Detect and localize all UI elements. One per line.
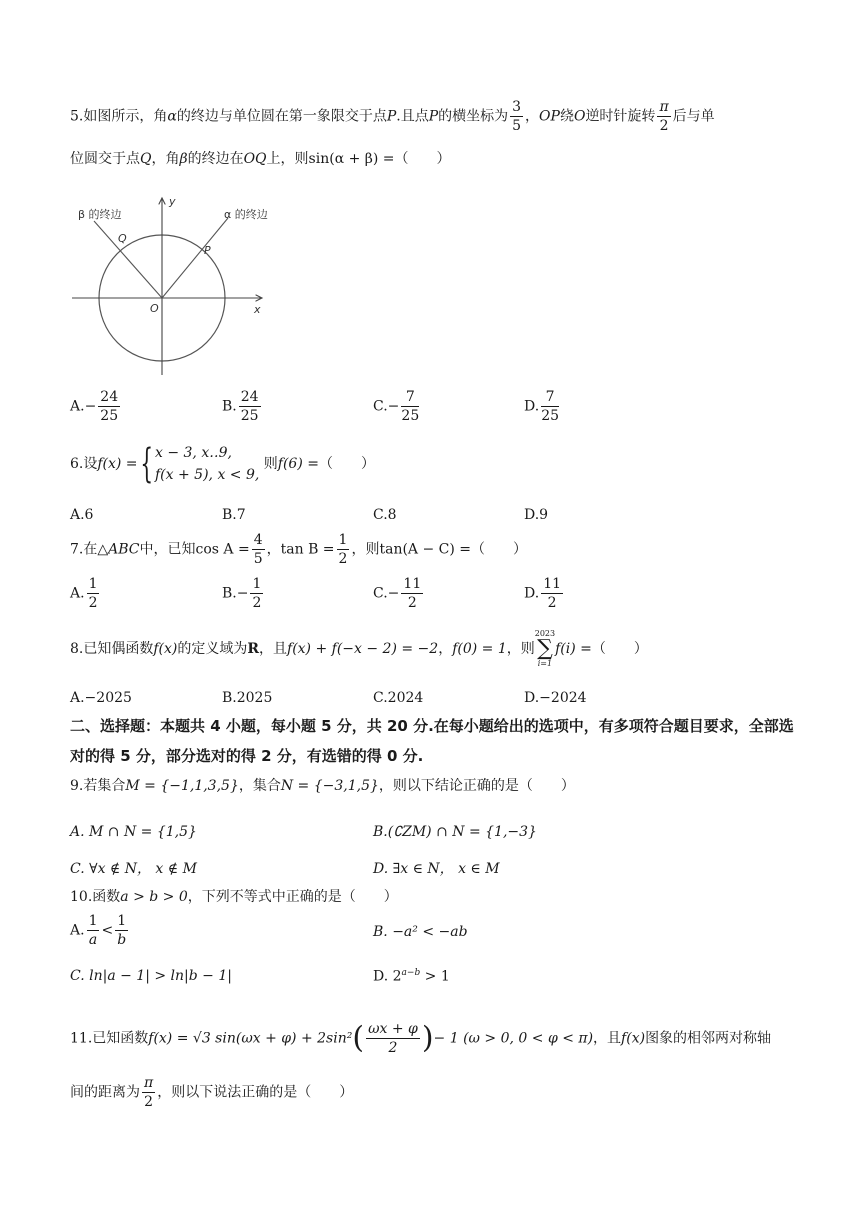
q8-summation: 2023 ∑ i=1 (534, 629, 556, 668)
q7-option-d[interactable]: D. $\frac{11}{2}$ (524, 576, 562, 611)
q5-text: 5.如图所示，角 (70, 108, 168, 125)
q7-option-b[interactable]: B.− $\frac{1}{2}$ (222, 576, 262, 611)
q5-option-c[interactable]: C.− $\frac{7}{25}$ (373, 389, 420, 424)
q10-text: 10.函数 (70, 889, 121, 905)
q5-text: ， (525, 108, 540, 125)
q10-option-b[interactable]: B. −a² < −ab (373, 924, 468, 940)
q11-fraction: $\frac{\omega x + \varphi}{2}$ (368, 1021, 418, 1056)
q8-equation-2: f(0) = 1 (452, 641, 507, 657)
q11-fx: f(x) (621, 1030, 646, 1047)
q8-text: ，且 (259, 641, 288, 657)
q5-op: OP (539, 108, 560, 125)
q6-text: 6.设 (70, 456, 98, 472)
q11-function: f(x) = √3 sin(ωx + φ) + 2sin² (148, 1030, 353, 1047)
q9-text: ，集合 (238, 778, 281, 794)
q7-answer-paren: （ ） (471, 541, 528, 558)
q5-text: 上，则 (266, 151, 309, 167)
q5-line1 (70, 100, 715, 133)
q11-line2 (70, 1076, 353, 1109)
q8-equation-1: f(x) + f(−x − 2) = −2 (287, 641, 439, 657)
q9-option-c[interactable]: C. ∀x ∉ N， x ∉ M (70, 861, 197, 877)
q7-text: 中，已知 (139, 541, 196, 558)
q7-text: 7.在 (70, 541, 98, 558)
q6-option-c[interactable]: C.8 (373, 507, 397, 523)
q6-fx: f(x) = (97, 456, 138, 472)
alpha-terminal-side (162, 218, 228, 298)
beta-terminal-side (94, 221, 162, 298)
q8-option-d[interactable]: D.−2024 (524, 690, 587, 706)
q5-text: ，角 (151, 151, 180, 167)
q8-answer-paren: （ ） (591, 641, 648, 657)
q9-set-n: N = {−3,1,5} (280, 778, 379, 794)
q5-option-b[interactable]: B. $\frac{24}{25}$ (222, 389, 259, 424)
q5-text: 位圆交于点 (70, 151, 140, 167)
beta-side-label: β 的终边 (78, 208, 122, 221)
q5-pi-fraction: $\frac{\pi}{2}$ (659, 99, 669, 134)
q5-oq: OQ (243, 151, 267, 167)
q9-set-m: M = {−1,1,3,5} (125, 778, 239, 794)
q6-line (70, 442, 375, 486)
q5-line2 (70, 152, 451, 166)
q5-text: 的终边与单位圆在第一象限交于点 (176, 108, 387, 125)
q9-option-d[interactable]: D. ∃x ∈ N， x ∈ M (373, 861, 500, 877)
x-axis-label: x (254, 303, 261, 316)
q8-fx: f(x) (153, 641, 178, 657)
q10-line (70, 890, 398, 904)
q5-alpha: α (167, 108, 177, 125)
unit-circle-figure (70, 190, 280, 380)
q6-brace: { (139, 441, 153, 487)
q9-text: ，则以下结论正确的是（ ） (378, 778, 575, 794)
q6-option-a[interactable]: A.6 (70, 507, 94, 523)
q10-text: ，下列不等式中正确的是（ ） (187, 889, 398, 905)
q8-text: 的定义域为 (177, 641, 248, 657)
q9-option-a[interactable]: A. M ∩ N = {1,5} (70, 824, 197, 840)
q10-option-d[interactable]: D. $2^{a-b} > 1$ (373, 968, 450, 985)
section-2-heading: 二、选择题：本题共 4 小题，每小题 5 分，共 20 分.在每小题给出的选项中，有多项符合题目要求，全部选对的得 5 分，部分选对的得 2 分，有选错的得 0 分. (70, 717, 794, 765)
q5-text: 的横坐标为 (438, 108, 509, 125)
q9-text: 9.若集合 (70, 778, 126, 794)
q5-fraction: $\frac{3}{5}$ (512, 99, 522, 134)
q10-option-c[interactable]: C. ln|a − 1| > ln|b − 1| (70, 968, 232, 984)
q6-option-d[interactable]: D.9 (524, 507, 549, 523)
origin-label: O (150, 302, 159, 315)
q5-text: 后与单 (672, 108, 715, 125)
q7-triangle: △ABC (97, 541, 140, 558)
q5-option-a[interactable]: A.− $\frac{24}{25}$ (70, 389, 119, 424)
q5-o: O (573, 108, 586, 125)
q8-text: ，则 (506, 641, 535, 657)
q7-text: ， (266, 541, 281, 558)
q7-option-a[interactable]: A. $\frac{1}{2}$ (70, 576, 98, 611)
q11-condition: − 1 (ω > 0, 0 < φ < π) (433, 1030, 594, 1047)
q7-text: ，则 (351, 541, 380, 558)
q11-text: 间的距离为 (70, 1084, 140, 1101)
q5-text: .且点 (396, 108, 429, 125)
q11-pi-fraction: $\frac{\pi}{2}$ (144, 1075, 154, 1110)
q5-point-p: P (428, 108, 439, 125)
q6-f6: f(6) = (277, 456, 319, 472)
q5-point-p: P (386, 108, 397, 125)
q11-line1: 11.已知函数f(x) = √3 sin(ωx + φ) + 2sin²( $\frac{\omega x + \varphi}{2}$ )− 1 (ω > 0, 0 < φ < π)，且f(x)图象的相邻两对称轴 (70, 1020, 772, 1056)
q6-cases: x − 3, x‥9, f(x + 5), x < 9, (155, 445, 260, 483)
q7-tan-ac: tan(A − C) = (379, 541, 472, 558)
q7-option-c[interactable]: C.− $\frac{11}{2}$ (373, 576, 422, 611)
q8-option-c[interactable]: C.2024 (373, 690, 424, 706)
q8-real-set: R (247, 641, 260, 657)
q11-text: ，且 (593, 1030, 622, 1047)
q10-condition: a > b > 0 (120, 889, 188, 905)
q11-text: 图象的相邻两对称轴 (645, 1030, 772, 1047)
q5-expression: sin(α + β) = (308, 151, 395, 167)
q7-tan-b: tan B = (280, 541, 335, 558)
q5-answer-paren: （ ） (394, 151, 451, 167)
q5-beta: β (179, 151, 188, 167)
q7-cos-a: cos A = (195, 541, 250, 558)
q5-text: 逆时针旋转 (585, 108, 656, 125)
q11-text: ，则以下说法正确的是（ ） (157, 1084, 354, 1101)
q6-option-b[interactable]: B.7 (222, 507, 246, 523)
q5-text: 的终边在 (187, 151, 244, 167)
q8-option-a[interactable]: A.−2025 (70, 690, 132, 706)
q8-text: 8.已知偶函数 (70, 641, 154, 657)
y-axis-label: y (169, 195, 176, 208)
q8-line (70, 630, 648, 668)
q6-answer-paren: （ ） (318, 456, 375, 472)
q10-option-a[interactable]: A. $\frac{1}{a}$ < $\frac{1}{b}$ (70, 913, 127, 948)
q7-cos-fraction: $\frac{4}{5}$ (253, 532, 263, 567)
q8-option-b[interactable]: B.2025 (222, 690, 273, 706)
q5-option-d[interactable]: D. $\frac{7}{25}$ (524, 389, 560, 424)
q7-tan-fraction: $\frac{1}{2}$ (338, 532, 348, 567)
q-point-label: Q (118, 232, 127, 245)
q11-text: 11.已知函数 (70, 1030, 149, 1047)
q9-line (70, 779, 575, 793)
q6-text: 则 (263, 456, 278, 472)
q8-text: ， (438, 641, 453, 657)
q9-option-b[interactable]: B.(∁ZM) ∩ N = {1,−3} (373, 824, 537, 840)
q7-line (70, 533, 527, 566)
q5-text: 绕 (559, 108, 574, 125)
alpha-side-label: α 的终边 (224, 208, 268, 221)
p-point-label: P (204, 244, 211, 257)
q5-point-q: Q (140, 151, 152, 167)
q8-fi: f(i) = (555, 641, 592, 657)
